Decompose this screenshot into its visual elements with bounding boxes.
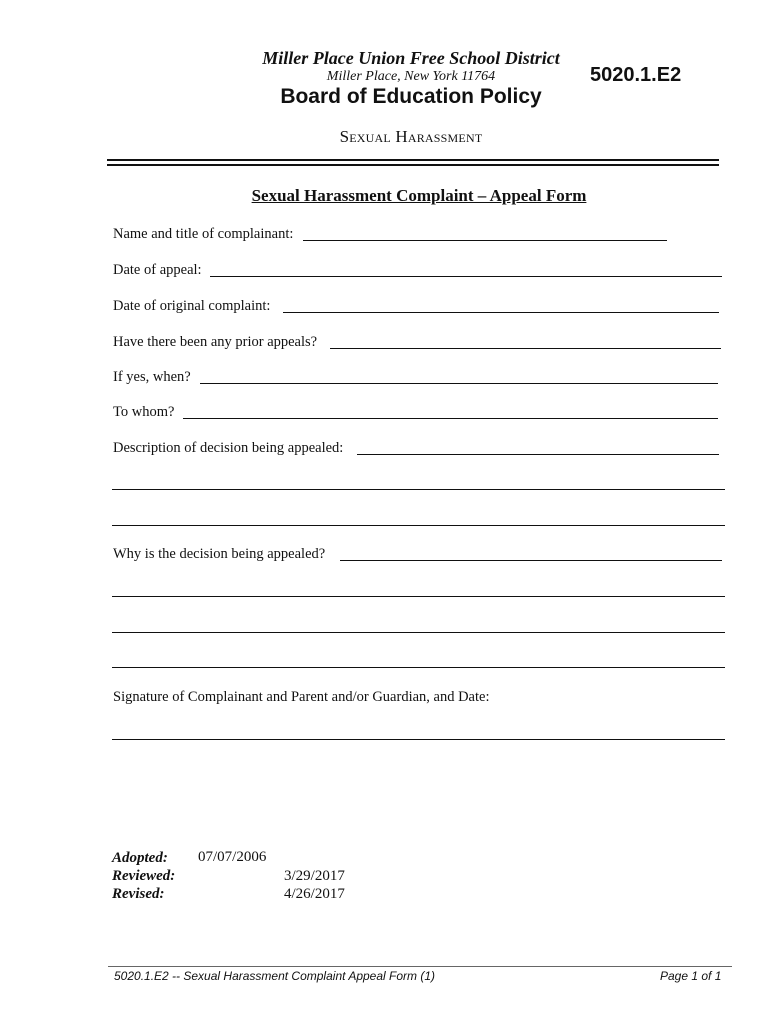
signature-field[interactable]: [112, 739, 725, 740]
date-appeal-label: Date of appeal:: [113, 262, 202, 278]
date-original-label: Date of original complaint:: [113, 298, 271, 314]
reviewed-date: 3/29/2017: [284, 868, 345, 884]
description-field-line-3[interactable]: [112, 525, 725, 526]
why-appealed-field-line-2[interactable]: [112, 596, 725, 597]
date-original-field[interactable]: [283, 312, 719, 313]
district-name: Miller Place Union Free School District: [262, 48, 560, 68]
description-label: Description of decision being appealed:: [113, 440, 344, 456]
policy-subject: Sexual Harassment: [339, 127, 483, 146]
prior-appeals-field[interactable]: [330, 348, 721, 349]
date-appeal-field[interactable]: [210, 276, 722, 277]
name-title-field[interactable]: [303, 240, 667, 241]
footer-document-title: 5020.1.E2 -- Sexual Harassment Complaint Appeal Form (1): [114, 969, 436, 983]
adopted-date: 07/07/2006: [198, 849, 267, 865]
name-title-label: Name and title of complainant:: [113, 226, 294, 242]
district-address: Miller Place, New York 11764: [326, 69, 496, 84]
header-divider-top: [107, 159, 719, 161]
signature-label: Signature of Complainant and Parent and/or Guardian, and Date:: [113, 689, 490, 705]
to-whom-label: To whom?: [113, 404, 175, 420]
policy-number: 5020.1.E2: [590, 64, 682, 86]
footer-divider: [108, 966, 732, 967]
why-appealed-field-line-3[interactable]: [112, 632, 725, 633]
revised-label: Revised:: [112, 886, 165, 902]
why-appealed-field[interactable]: [340, 560, 722, 561]
form-title: Sexual Harassment Complaint – Appeal Form: [251, 186, 587, 205]
description-field-line-2[interactable]: [112, 489, 725, 490]
why-appealed-label: Why is the decision being appealed?: [113, 546, 326, 562]
board-policy-heading: Board of Education Policy: [280, 85, 542, 108]
reviewed-label: Reviewed:: [112, 868, 176, 884]
header-divider-bottom: [107, 164, 719, 166]
if-yes-when-field[interactable]: [200, 383, 718, 384]
adopted-label: Adopted:: [112, 850, 168, 866]
footer-page-number: Page 1 of 1: [660, 969, 722, 983]
revised-date: 4/26/2017: [284, 886, 345, 902]
if-yes-when-label: If yes, when?: [113, 369, 191, 385]
description-field[interactable]: [357, 454, 719, 455]
why-appealed-field-line-4[interactable]: [112, 667, 725, 668]
to-whom-field[interactable]: [183, 418, 718, 419]
prior-appeals-label: Have there been any prior appeals?: [113, 334, 318, 350]
